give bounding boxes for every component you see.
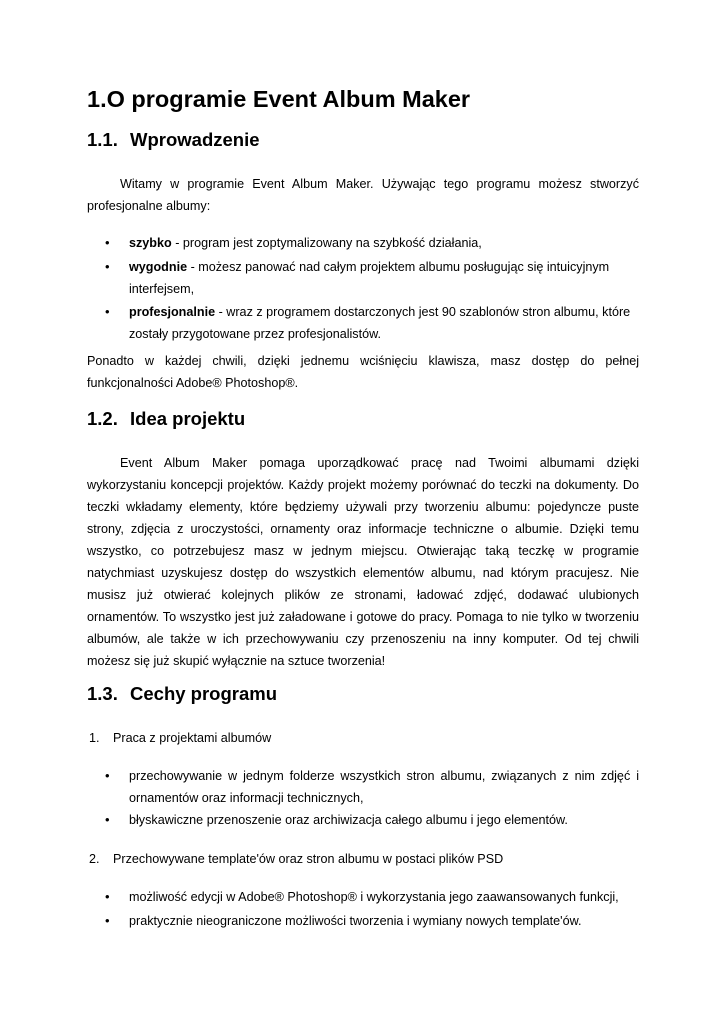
intro-paragraph: Witamy w programie Event Album Maker. Używając tego programu możesz stworzyć profesjonalne albumy: — [87, 177, 639, 213]
section-title: Wprowadzenie — [130, 129, 260, 150]
bullet-term: profesjonalnie — [129, 305, 216, 319]
bullet-text: - program jest zoptymalizowany na szybkość działania, — [171, 236, 482, 250]
bullet-icon: • — [105, 768, 110, 783]
section-heading-cechy — [87, 683, 277, 705]
bullet-term: szybko — [129, 236, 172, 250]
section-heading-wprowadzenie — [87, 129, 260, 151]
list-item — [105, 809, 639, 831]
bullet-icon: • — [105, 259, 110, 274]
section-title: Cechy programu — [130, 683, 278, 704]
bullet-text: możliwość edycji w Adobe® Photoshop® i wykorzystania jego zaawansowanych funkcji, — [129, 890, 619, 904]
bullet-icon: • — [105, 235, 110, 250]
section-title: Idea projektu — [130, 408, 246, 429]
numbered-item — [89, 727, 271, 749]
item-label: Praca z projektami albumów — [113, 731, 272, 745]
bullet-text: - możesz panować nad całym projektem albumu posługując się intuicyjnym interfejsem, — [129, 260, 610, 296]
page-title: 1.O programie Event Album Maker — [87, 86, 471, 112]
bullet-text: praktycznie nieograniczone możliwości tworzenia i wymiany nowych template'ów. — [129, 914, 582, 928]
bullet-term: wygodnie — [129, 260, 188, 274]
bullet-text: błyskawiczne przenoszenie oraz archiwizacja całego albumu i jego elementów. — [129, 813, 568, 827]
list-item — [105, 301, 639, 345]
section-heading-idea — [87, 408, 245, 430]
item-number: 2. — [89, 852, 100, 866]
bullet-text: przechowywanie w jednym folderze wszystkich stron albumu, związanych z nim zdjęć i ornamentów oraz informacji technicznych, — [129, 769, 639, 805]
section-number: 1.3. — [87, 683, 118, 704]
section-number: 1.1. — [87, 129, 118, 150]
bullet-text: - wraz z programem dostarczonych jest 90 szablonów stron albumu, które zostały przygotowane przez profesjonalistów. — [129, 305, 631, 341]
bullet-icon: • — [105, 913, 110, 928]
section-number: 1.2. — [87, 408, 118, 429]
outro-paragraph: Ponadto w każdej chwili, dzięki jednemu wciśnięciu klawisza, masz dostęp do pełnej funkcjonalności Adobe® Photoshop®. — [87, 354, 639, 390]
bullet-icon: • — [105, 812, 110, 827]
bullet-icon: • — [105, 889, 110, 904]
idea-paragraph: Event Album Maker pomaga uporządkować pracę nad Twoimi albumami dzięki wykorzystaniu koncepcji projektów. Każdy projekt możemy porównać do teczki na dokumenty. Do teczki wkładamy elementy, które będziemy używali przy tworzeniu albumu: pojedyncze puste strony, zdjęcia z uroczystości, ornamenty oraz informacje techniczne o albumie. Dzięki temu wszystko, co potrzebujesz masz w jednym miejscu. Otwierając taką teczkę w programie natychmiast uzyskujesz dostęp do wszystkich elementów albumu, nad którym pracujesz. Nie musisz już otwierać kolejnych plików ze stronami, ładować zdjęć, dodawać ulubionych ornamentów. To wszystko jest już załadowane i gotowe do pracy. Pomaga to nie tylko w tworzeniu albumów, ale także w ich przechowywaniu czy przenoszeniu na inny komputer. Od tej chwili możesz się już skupić wyłącznie na sztuce tworzenia! — [87, 456, 639, 668]
item-number: 1. — [89, 731, 100, 745]
list-item — [105, 910, 639, 932]
item-label: Przechowywane template'ów oraz stron albumu w postaci plików PSD — [113, 852, 504, 866]
list-item — [105, 256, 639, 300]
numbered-item — [89, 848, 503, 870]
list-item — [105, 765, 639, 809]
bullet-icon: • — [105, 304, 110, 319]
list-item — [105, 886, 639, 908]
list-item — [105, 232, 639, 254]
